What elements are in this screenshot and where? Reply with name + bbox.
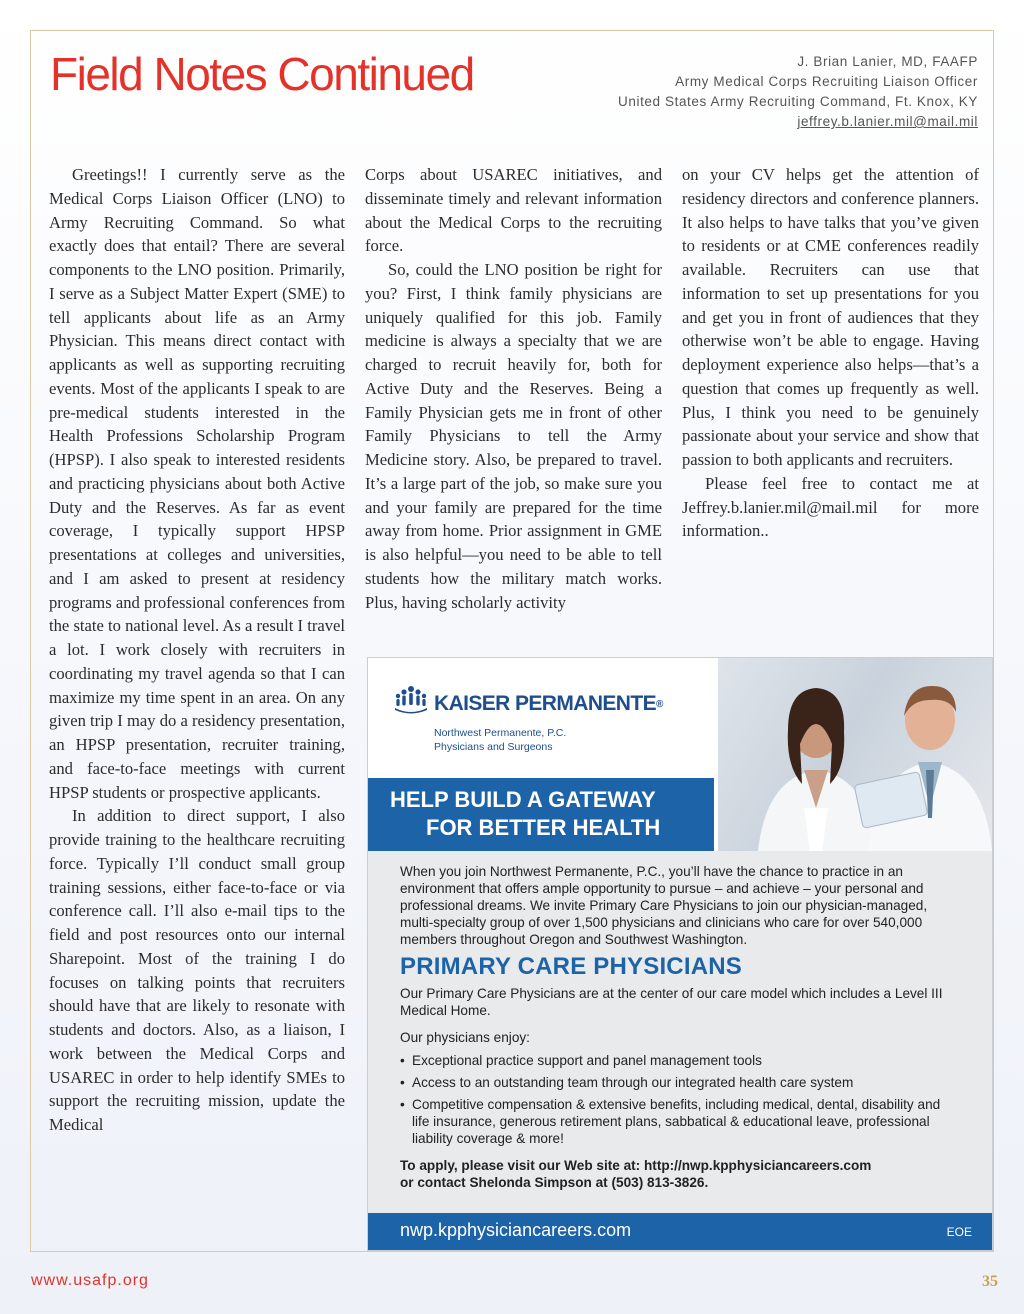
ad-banner <box>368 778 714 851</box>
ad-header <box>368 658 992 851</box>
physicians-photo <box>718 658 992 851</box>
article-paragraph: So, could the LNO position be right for you? First, I think family physicians are uniquely qualified for this job. Family medicine is always a specialty that we are charged to recruit heavily for, both for Active Duty and the Reserves. Being a Family Physician gets me in front of other Family Physicians to tell the Army Medicine story. Also, be prepared to travel. It’s a large part of the job, so make sure you and your family are prepared for the time away from home. Prior assignment in GME is also helpful—you need to be able to tell students how the military match works. Plus, having scholarly activity <box>365 260 662 612</box>
author-name: J. Brian Lanier, MD, FAAFP <box>797 54 978 69</box>
benefit-item: • Competitive compensation & extensive benefits, including medical, dental, disability and life insurance, generous retirement plans, sabbatical & educational leave, professional liability coverage & more! <box>400 1096 960 1147</box>
article-paragraph: Please feel free to contact me at Jeffrey.b.lanier.mil@mail.mil for more information.. <box>682 473 979 541</box>
ad-enjoy-label: Our physicians enjoy: <box>400 1030 530 1045</box>
ad-center-text: Our Primary Care Physicians are at the center of our care model which includes a Level III Medical Home. <box>400 986 943 1018</box>
page-number: 35 <box>982 1273 998 1290</box>
ad-url-link[interactable]: nwp.kpphysiciancareers.com <box>400 1220 632 1240</box>
article-column-3 <box>682 163 979 543</box>
author-role: Army Medical Corps Recruiting Liaison Officer <box>675 74 978 89</box>
kaiser-advertisement <box>367 657 993 1251</box>
contact-info: or contact Shelonda Simpson at (503) 813-3826. <box>400 1175 709 1190</box>
article-column-2 <box>365 163 662 614</box>
ad-heading: PRIMARY CARE PHYSICIANS <box>400 953 742 980</box>
apply-info <box>400 1157 960 1191</box>
logo-name <box>434 692 663 716</box>
author-email-link[interactable]: jeffrey.b.lanier.mil@mail.mil <box>797 114 978 129</box>
eoe-label: EOE <box>946 1225 972 1239</box>
article-paragraph: Greetings!! I currently serve as the Medical Corps Liaison Officer (LNO) to Army Recruiting Command. So what exactly does that entail? There are several components to the LNO position. Primarily, I serve as a Subject Matter Expert (SME) to tell applicants about life as an Army Physician. This means direct contact with applicants as well as supporting recruiting events. Most of the applicants I speak to are pre-medical students interested in the Health Professions Scholarship Program (HPSP). I also speak to interested residents and practicing physicians about both Active Duty and the Reserves. As far as event coverage, I typically support HPSP presentations at colleges and universities, and I am asked to present at residency programs and professional conferences from the state to national level. As a result I travel a lot. I work closely with recruiters in coordinating my travel agenda so that I can maximize my time spent in an area. On any given trip I may do a residency presentation, an HPSP presentation, recruiter training, and face-to-face meetings with current HPSP students or prospective applicants. <box>49 165 345 802</box>
registered-mark: ® <box>656 698 663 710</box>
logo-subtitle-line: Northwest Permanente, P.C. <box>434 727 567 739</box>
website-link[interactable]: www.usafp.org <box>31 1272 149 1289</box>
page-title: Field Notes Continued <box>50 48 474 100</box>
logo-subtitle <box>434 726 566 754</box>
logo-name-text: KAISER PERMANENTE <box>434 692 656 715</box>
ad-body <box>400 863 960 1201</box>
ad-footer <box>368 1213 992 1250</box>
article-paragraph: In addition to direct support, I also provide training to the healthcare recruiting force. Typically I’ll conduct small group training sessions, either face-to-face or via conference call. I’ll also e-mail tips to the field and post resources onto our internal Sharepoint. Most of the training I do focuses on talking points that recruiters should have that are likely to resonate with students and doctors. Also, as a liaison, I work between the Medical Corps and USAREC in order to help identify SMEs to support the recruiting mission, update the Medical <box>49 806 345 1134</box>
benefit-item: • Access to an outstanding team through our integrated health care system <box>400 1074 960 1091</box>
kaiser-logo-icon <box>394 684 428 714</box>
author-org: United States Army Recruiting Command, Ft. Knox, KY <box>618 94 978 109</box>
physicians-illustration <box>718 658 992 851</box>
article-paragraph: on your CV helps get the attention of residency directors and conference planners. It also helps to have talks that you’ve given to residents or at CME conferences readily available. Recruiters can use that information to set up presentations for you and get you in front of audiences that they otherwise won’t be able to engage. Having deployment experience also helps—that’s a question that comes up frequently as well. Plus, I think you need to be genuinely passionate about your service and show that passion to both applicants and recruiters. <box>682 165 979 469</box>
author-block <box>618 52 978 132</box>
benefit-item: • Exceptional practice support and panel management tools <box>400 1052 960 1069</box>
article-paragraph: Corps about USAREC initiatives, and disseminate timely and relevant information about the Medical Corps to the recruiting force. <box>365 165 662 256</box>
apply-link[interactable]: To apply, please visit our Web site at: http://nwp.kpphysiciancareers.com <box>400 1158 872 1173</box>
banner-line: HELP BUILD A GATEWAY <box>390 787 656 812</box>
banner-line: FOR BETTER HEALTH <box>426 815 661 840</box>
benefits-list <box>400 1052 960 1147</box>
logo-subtitle-line: Physicians and Surgeons <box>434 741 553 753</box>
ad-intro: When you join Northwest Permanente, P.C., you’ll have the chance to practice in an environment that offers ample opportunity to pursue – and achieve – your personal and professional dreams. We invite Primary Care Physicians to join our physician-managed, multi-specialty group of over 1,500 physicians and clinicians who care for over 540,000 members throughout Oregon and Southwest Washington. <box>400 864 928 947</box>
article-column-1 <box>49 163 345 1137</box>
